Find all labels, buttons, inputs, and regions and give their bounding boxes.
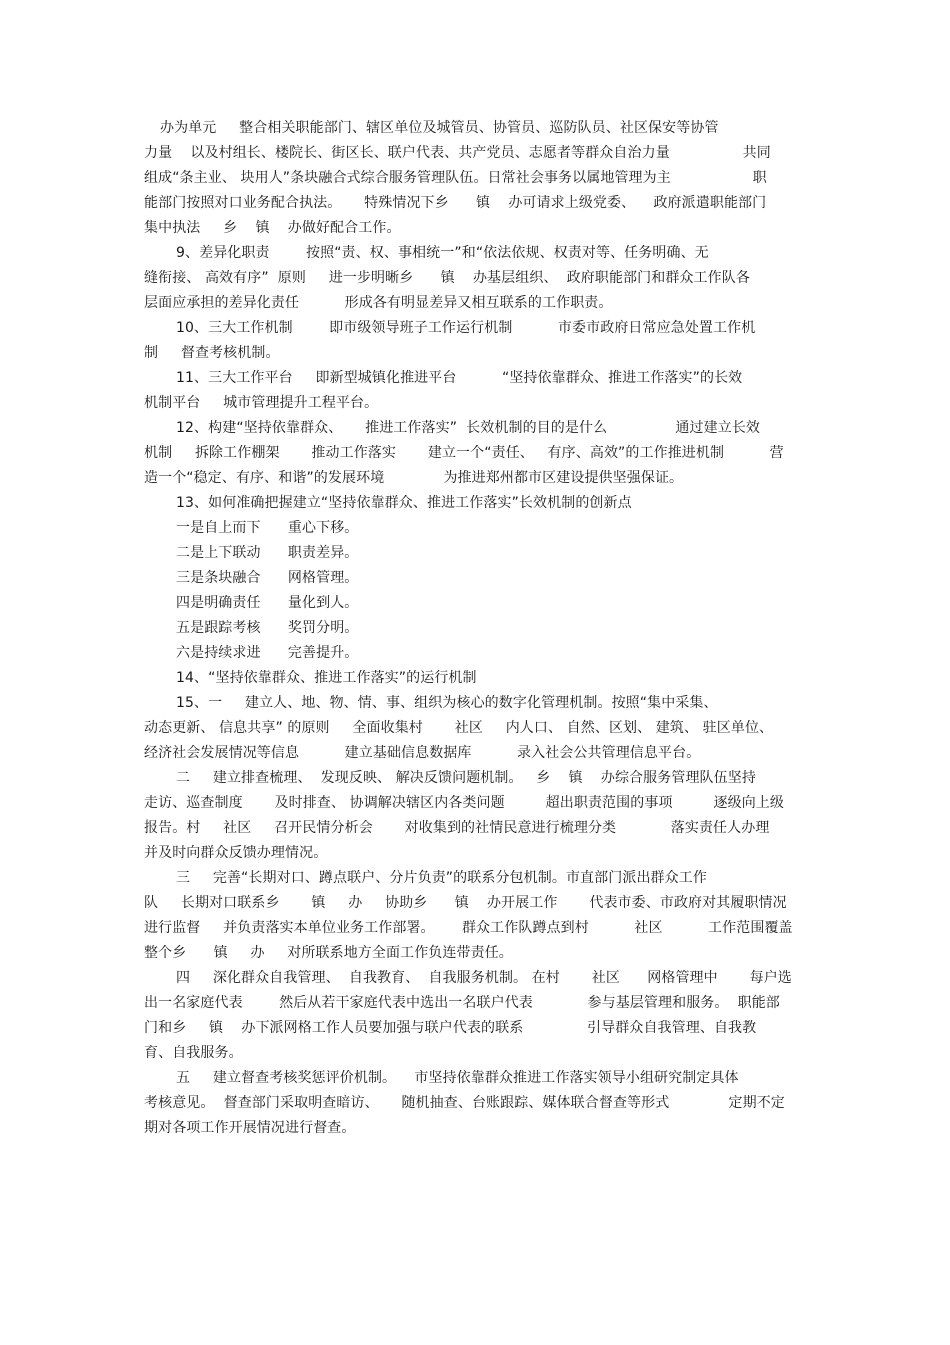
- text-line: 报告。村 社区 召开民情分析会 对收集到的社情民意进行梳理分类 落实责任人办理: [144, 820, 770, 836]
- text-line: 集中执法 乡 镇 办做好配合工作。: [144, 220, 401, 236]
- text-line: 二 建立排查梳理、 发现反映、 解决反馈问题机制。 乡 镇 办综合服务管理队伍坚持: [176, 770, 756, 786]
- text-line: 整个乡 镇 办 对所联系地方全面工作负连带责任。: [144, 945, 513, 961]
- text-line: 机制 拆除工作棚架 推动工作落实 建立一个“责任、 有序、高效”的工作推进机制 营: [144, 445, 784, 461]
- text-line: 走访、巡查制度 及时排查、 协调解决辖区内各类问题 超出职责范围的事项 逐级向上级: [144, 795, 785, 811]
- text-line: 15、一 建立人、地、物、情、事、组织为核心的数字化管理机制。按照“集中采集、: [176, 695, 718, 711]
- body-text: [144, 116, 810, 1141]
- text-line: 一是自上而下 重心下移。: [176, 520, 359, 536]
- text-line: 办为单元 整合相关职能部门、辖区单位及城管员、协管员、巡防队员、社区保安等协管: [160, 120, 719, 136]
- text-line: 六是持续求进 完善提升。: [176, 645, 359, 661]
- text-line: 考核意见。 督查部门采取明查暗访、 随机抽查、台账跟踪、媒体联合督查等形式 定期不定: [144, 1095, 785, 1111]
- text-line: 11、三大工作平台 即新型城镇化推进平台 “坚持依靠群众、推进工作落实”的长效: [176, 370, 743, 386]
- text-line: 三是条块融合 网格管理。: [176, 570, 359, 586]
- text-line: 四是明确责任 量化到人。: [176, 595, 359, 611]
- text-line: 力量 以及村组长、楼院长、街区长、联户代表、共产党员、志愿者等群众自治力量 共同: [144, 145, 771, 161]
- text-line: 13、如何准确把握建立“坚持依靠群众、推进工作落实”长效机制的创新点: [176, 495, 632, 511]
- text-line: 机制平台 城市管理提升工程平台。: [144, 395, 379, 411]
- text-line: 缝衔接、 高效有序” 原则 进一步明晰乡 镇 办基层组织、 政府职能部门和群众工作队各: [144, 270, 750, 286]
- text-line: 五 建立督查考核奖惩评价机制。 市坚持依靠群众推进工作落实领导小组研究制定具体: [176, 1070, 739, 1086]
- text-line: 组成“条主业、 块用人”条块融合式综合服务管理队伍。日常社会事务以属地管理为主 职: [144, 170, 767, 186]
- text-line: 10、三大工作机制 即市级领导班子工作运行机制 市委市政府日常应急处置工作机: [176, 320, 756, 336]
- text-line: 四 深化群众自我管理、 自我教育、 自我服务机制。 在村 社区 网格管理中 每户选: [176, 970, 792, 986]
- text-line: 层面应承担的差异化责任 形成各有明显差异又相互联系的工作职责。: [144, 295, 613, 311]
- text-line: 出一名家庭代表 然后从若干家庭代表中选出一名联户代表 参与基层管理和服务。 职能部: [144, 995, 780, 1011]
- text-line: 并及时向群众反馈办理情况。: [144, 845, 328, 861]
- text-line: 育、自我服务。: [144, 1045, 243, 1061]
- text-line: 队 长期对口联系乡 镇 办 协助乡 镇 办开展工作 代表市委、市政府对其履职情况: [144, 895, 787, 911]
- text-line: 经济社会发展情况等信息 建立基础信息数据库 录入社会公共管理信息平台。: [144, 745, 701, 761]
- text-line: 门和乡 镇 办下派网格工作人员要加强与联户代表的联系 引导群众自我管理、自我教: [144, 1020, 757, 1036]
- text-line: 五是跟踪考核 奖罚分明。: [176, 620, 359, 636]
- text-line: 制 督查考核机制。: [144, 345, 280, 361]
- text-line: 动态更新、 信息共享” 的原则 全面收集村 社区 内人口、 自然、区划、 建筑、 驻区单位、: [144, 720, 774, 736]
- text-line: 造一个“稳定、有序、和谐”的发展环境 为推进郑州都市区建设提供坚强保证。: [144, 470, 684, 486]
- text-line: 二是上下联动 职责差异。: [176, 545, 359, 561]
- text-line: 14、“坚持依靠群众、推进工作落实”的运行机制: [176, 670, 477, 686]
- text-line: 9、差异化职责 按照“责、权、事相统一”和“依法依规、权责对等、任务明确、无: [176, 245, 709, 261]
- text-line: 12、构建“坚持依靠群众、 推进工作落实” 长效机制的目的是什么 通过建立长效: [176, 420, 761, 436]
- text-line: 期对各项工作开展情况进行督查。: [144, 1120, 356, 1136]
- text-line: 进行监督 并负责落实本单位业务工作部署。 群众工作队蹲点到村 社区 工作范围覆盖: [144, 920, 793, 936]
- text-line: 三 完善“长期对口、蹲点联户、分片负责”的联系分包机制。市直部门派出群众工作: [176, 870, 707, 886]
- text-line: 能部门按照对口业务配合执法。 特殊情况下乡 镇 办可请求上级党委、 政府派遣职能部门: [144, 195, 767, 211]
